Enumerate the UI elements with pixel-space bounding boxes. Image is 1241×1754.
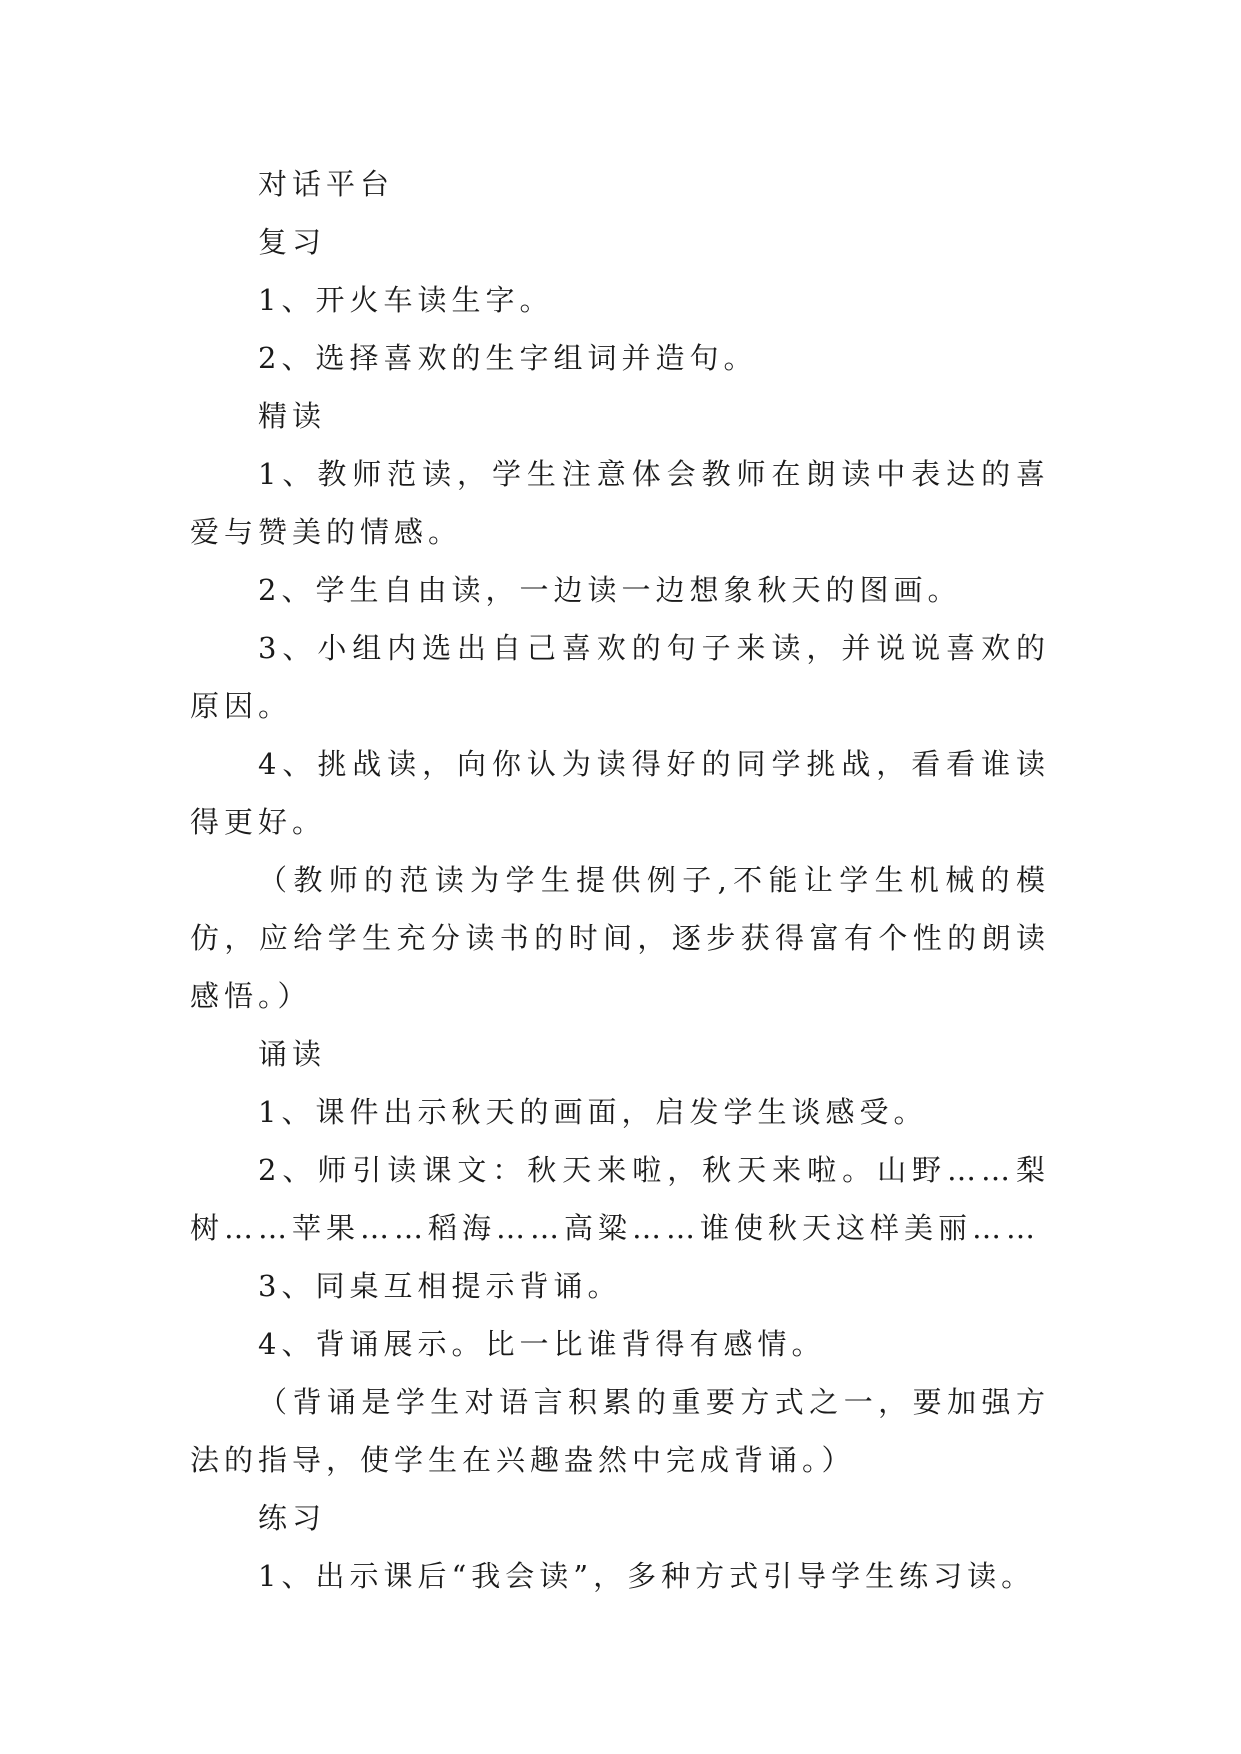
close-reading-item-3: 3、小组内选出自己喜欢的句子来读，并说说喜欢的原因。 (190, 631, 1050, 723)
section-heading-review: 复习 (258, 225, 327, 259)
section-heading-recitation: 诵读 (258, 1037, 327, 1071)
section-heading-dialogue-platform: 对话平台 (258, 167, 395, 201)
review-item-1: 1、开火车读生字。 (258, 283, 554, 317)
practice-item-1: 1、出示课后“我会读”，多种方式引导学生练习读。 (258, 1559, 1036, 1593)
section-heading-close-reading: 精读 (258, 399, 327, 433)
recitation-item-3: 3、同桌互相提示背诵。 (258, 1269, 622, 1303)
review-item-2: 2、选择喜欢的生字组词并造句。 (258, 341, 758, 375)
close-reading-item-1: 1、教师范读，学生注意体会教师在朗读中表达的喜爱与赞美的情感。 (190, 457, 1050, 549)
close-reading-item-2: 2、学生自由读，一边读一边想象秋天的图画。 (258, 573, 962, 607)
close-reading-note: （教师的范读为学生提供例子,不能让学生机械的模仿，应给学生充分读书的时间，逐步获得富有个性的朗读感悟。） (190, 863, 1050, 1013)
document-body (190, 155, 1050, 1605)
recitation-item-4: 4、背诵展示。比一比谁背得有感情。 (258, 1327, 826, 1361)
recitation-note: （背诵是学生对语言积累的重要方式之一，要加强方法的指导，使学生在兴趣盎然中完成背诵。） (190, 1385, 1050, 1477)
recitation-item-1: 1、课件出示秋天的画面，启发学生谈感受。 (258, 1095, 928, 1129)
close-reading-item-4: 4、挑战读，向你认为读得好的同学挑战，看看谁读得更好。 (190, 747, 1050, 839)
recitation-item-2: 2、师引读课文：秋天来啦，秋天来啦。山野……梨树……苹果……稻海……高粱……谁使秋天这样美丽…… (190, 1153, 1050, 1245)
section-heading-practice: 练习 (258, 1501, 327, 1535)
